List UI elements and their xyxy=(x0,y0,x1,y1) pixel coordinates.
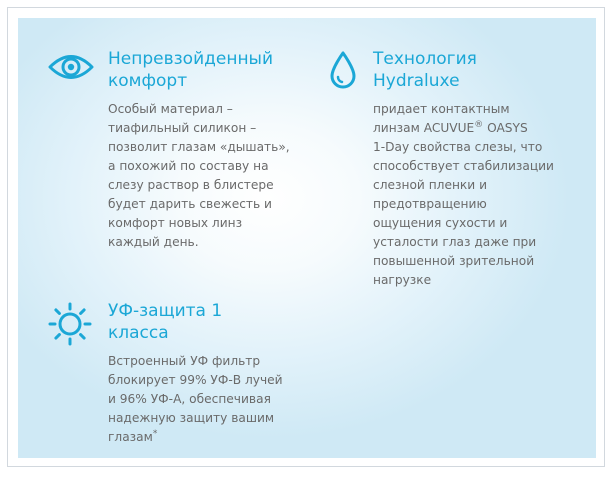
description-line: Встроенный УФ фильтр xyxy=(108,354,261,368)
feature-description xyxy=(108,100,308,252)
description-line: усталости глаз даже при xyxy=(373,235,537,249)
feature-comfort xyxy=(48,48,318,258)
sun-icon xyxy=(48,302,92,350)
description-line: повышенной зрительной xyxy=(373,254,535,268)
description-line: слезу раствор в блистере xyxy=(108,178,274,192)
footnote-mark: * xyxy=(152,428,158,439)
features-panel xyxy=(18,18,596,458)
description-line: надежную защиту вашим xyxy=(108,411,275,425)
description-line: комфорт новых линз xyxy=(108,216,243,230)
description-line: Особый материал – xyxy=(108,102,233,116)
description-line: позволит глазам «дышать», xyxy=(108,140,290,154)
brand-suffix: OASYS xyxy=(483,121,528,135)
description-line xyxy=(108,430,157,444)
feature-title xyxy=(373,48,573,92)
description-line: 1-Day свойства слезы, что xyxy=(373,140,543,154)
feature-title-line: комфорт xyxy=(108,71,188,91)
description-line: тиафильный силикон – xyxy=(108,121,257,135)
description-line: блокирует 99% УФ-В лучей xyxy=(108,373,283,387)
description-line: способствует стабилизации xyxy=(373,159,554,173)
description-line: слезной пленки и xyxy=(373,178,487,192)
feature-hydraluxe xyxy=(328,48,588,298)
description-line: предотвращению xyxy=(373,197,487,211)
eye-icon xyxy=(48,52,94,86)
feature-description xyxy=(373,100,573,290)
feature-title-line: класса xyxy=(108,323,169,343)
feature-title-line: Непревзойденный xyxy=(108,49,274,69)
feature-title xyxy=(108,48,308,92)
description-word: глазам xyxy=(108,430,153,444)
description-line xyxy=(373,121,528,135)
brand-name: линзам ACUVUE xyxy=(373,121,475,135)
description-line: а похожий по составу на xyxy=(108,159,269,173)
water-drop-icon xyxy=(328,50,358,94)
feature-uv-protection xyxy=(48,300,318,460)
description-line: ощущения сухости и xyxy=(373,216,508,230)
description-line: каждый день. xyxy=(108,235,199,249)
description-line: будет дарить свежесть и xyxy=(108,197,272,211)
feature-title-line: УФ-защита 1 xyxy=(108,301,223,321)
registered-mark: ® xyxy=(474,119,484,130)
feature-title-line: Hydraluxe xyxy=(373,71,460,91)
feature-title xyxy=(108,300,308,344)
content-frame xyxy=(7,7,605,467)
description-line: нагрузке xyxy=(373,273,432,287)
feature-description xyxy=(108,352,308,447)
description-line: придает контактным xyxy=(373,102,510,116)
description-line: и 96% УФ-А, обеспечивая xyxy=(108,392,271,406)
feature-title-line: Технология xyxy=(373,49,477,69)
